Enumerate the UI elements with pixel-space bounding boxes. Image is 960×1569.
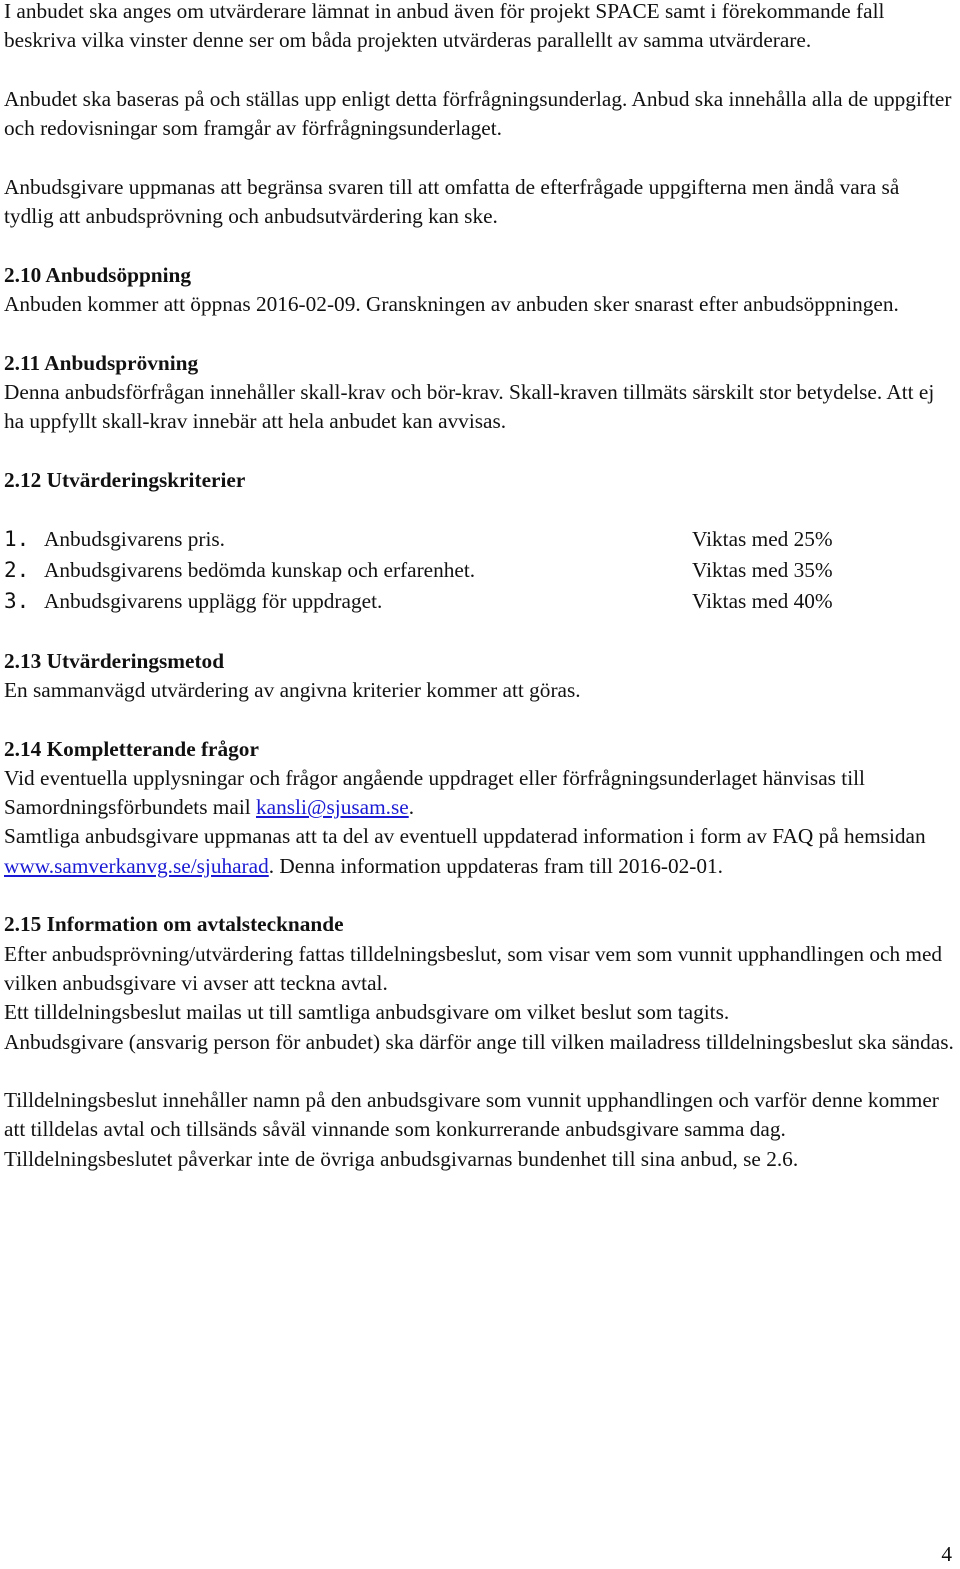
criteria-text: Anbudsgivarens upplägg för uppdraget. — [44, 589, 383, 614]
section-text: Ett tilldelningsbeslut mailas ut till samtliga anbudsgivare om vilket beslut som tagits. — [4, 1000, 730, 1025]
criteria-item — [4, 555, 954, 586]
text-segment: . Denna information uppdateras fram till 2016-02-01. — [268, 853, 723, 878]
text-segment: Samtliga anbudsgivare uppmanas att ta del av eventuell uppdaterad information i form av FAQ på hemsidan — [4, 824, 926, 849]
section-heading: 2.10 Anbudsöppning — [4, 262, 192, 287]
page-number: 4 — [941, 1542, 952, 1566]
criteria-weight: Viktas med 25% — [692, 527, 833, 552]
document-page — [4, 0, 954, 1174]
section-2-10 — [4, 261, 954, 320]
section-text — [4, 764, 954, 823]
criteria-text: Anbudsgivarens bedömda kunskap och erfarenhet. — [44, 558, 476, 583]
section-2-14 — [4, 735, 954, 881]
section-2-13 — [4, 647, 954, 706]
section-text: Tilldelningsbeslut innehåller namn på den anbudsgivare som vunnit upphandlingen och varför denne kommer att tilldelas avtal och tillsänds såväl vinnande som konkurrerande anbudsgivare samma dag. Tilldelningsbeslutet påverkar inte de övriga anbudsgivarnas bundenhet till sina anbud, se 2.6. — [4, 1088, 939, 1171]
section-2-12 — [4, 466, 954, 618]
section-text — [4, 822, 954, 881]
criteria-weight: Viktas med 40% — [692, 589, 833, 614]
section-text: En sammanvägd utvärdering av angivna kriterier kommer att göras. — [4, 677, 581, 702]
section-text: Efter anbudsprövning/utvärdering fattas tilldelningsbeslut, som visar vem som vunnit upphandlingen och med vilken anbudsgivare vi avser att teckna avtal. — [4, 941, 943, 995]
criteria-item — [4, 524, 954, 555]
criteria-text: Anbudsgivarens pris. — [44, 527, 226, 552]
criteria-number: 1. — [4, 527, 30, 552]
text-segment: . — [408, 795, 415, 820]
section-text: Denna anbudsförfrågan innehåller skall-krav och bör-krav. Skall-kraven tillmäts särskilt stor betydelse. Att ej ha uppfyllt skall-krav innebär att hela anbudet kan avvisas. — [4, 379, 935, 434]
section-2-15 — [4, 910, 954, 1174]
section-heading: 2.13 Utvärderingsmetod — [4, 648, 225, 673]
intro-paragraph-1: I anbudet ska anges om utvärderare lämnat in anbud även för projekt SPACE samt i förekommande fall beskriva vilka vinster denne ser om båda projekten utvärderas parallellt av samma utvärderare. — [4, 0, 885, 53]
section-heading: 2.15 Information om avtalstecknande — [4, 912, 344, 937]
section-heading: 2.12 Utvärderingskriterier — [4, 467, 246, 492]
section-2-11 — [4, 349, 954, 437]
criteria-number: 3. — [4, 589, 30, 614]
criteria-number: 2. — [4, 558, 30, 583]
criteria-list — [4, 524, 954, 617]
website-link[interactable]: www.samverkanvg.se/sjuharad — [4, 853, 269, 878]
email-link[interactable]: kansli@sjusam.se — [256, 795, 409, 820]
intro-paragraph-2: Anbudet ska baseras på och ställas upp enligt detta förfrågningsunderlag. Anbud ska innehålla alla de uppgifter och redovisningar som framgår av förfrågningsunderlaget. — [4, 86, 952, 141]
text-segment: Vid eventuella upplysningar och frågor angående uppdraget eller förfrågningsunderlaget hänvisas till Samordningsförbundets mail — [4, 765, 865, 820]
section-text: Anbuden kommer att öppnas 2016-02-09. Granskningen av anbuden sker snarast efter anbudsöppningen. — [4, 291, 899, 316]
criteria-weight: Viktas med 35% — [692, 558, 833, 583]
section-heading: 2.14 Kompletterande frågor — [4, 736, 259, 761]
intro-paragraph-3: Anbudsgivare uppmanas att begränsa svaren till att omfatta de efterfrågade uppgifterna men ändå vara så tydlig att anbudsprövning och anbudsutvärdering kan ske. — [4, 174, 900, 229]
criteria-item — [4, 586, 954, 617]
section-heading: 2.11 Anbudsprövning — [4, 350, 199, 375]
section-text: Anbudsgivare (ansvarig person för anbudet) ska därför ange till vilken mailadress tilldelningsbeslut ska sändas. — [4, 1029, 954, 1054]
